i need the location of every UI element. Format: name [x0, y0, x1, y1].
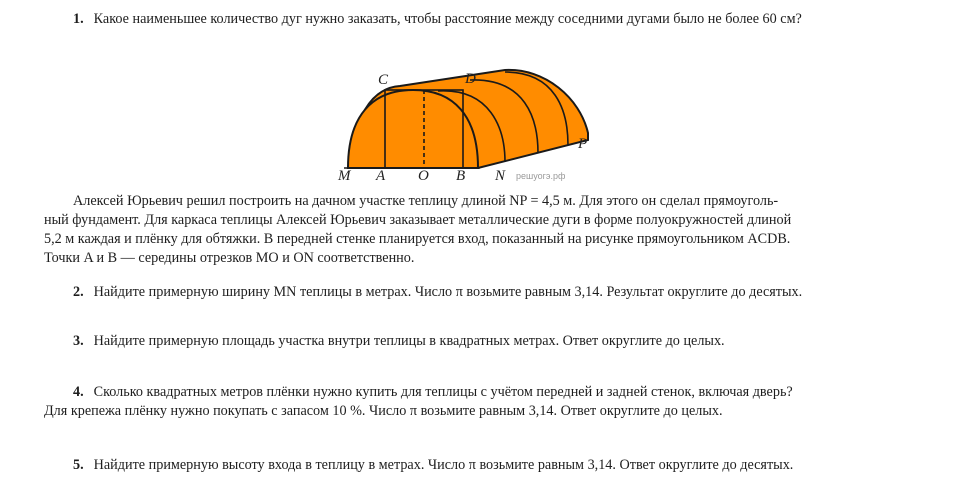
label-D: D	[465, 71, 476, 87]
question-text: Найдите примерную площадь участка внутри теплицы в квадратных метрах. Ответ округлите до целых.	[93, 333, 725, 349]
question-2	[73, 284, 802, 301]
question-4-continued	[44, 403, 723, 420]
question-text: Для крепежа плёнку нужно покупать с запасом 10 %. Число π возьмите равным 3,14. Ответ округлите до целых.	[44, 403, 723, 419]
greenhouse-figure	[330, 58, 610, 183]
intro-text: ный фундамент. Для каркаса теплицы Алексей Юрьевич заказывает металлические дуги в форме полуокружностей длиной	[44, 212, 792, 228]
question-number: 1.	[73, 11, 84, 27]
label-N: N	[495, 168, 506, 183]
label-P: P	[578, 136, 588, 152]
question-text: Какое наименьшее количество дуг нужно заказать, чтобы расстояние между соседними дугами было не более 60 см?	[93, 11, 802, 27]
intro-line-2	[44, 212, 791, 229]
question-5	[73, 457, 793, 474]
label-O: O	[418, 168, 429, 183]
question-text: Сколько квадратных метров плёнки нужно купить для теплицы с учётом передней и задней стенок, включая дверь?	[93, 384, 793, 400]
intro-text: 5,2 м каждая и плёнку для обтяжки. В передней стенке планируется вход, показанный на рисунке прямоугольником ACDB.	[44, 231, 791, 247]
question-number: 5.	[73, 457, 84, 473]
label-C: C	[378, 72, 389, 88]
question-number: 2.	[73, 284, 84, 300]
question-4	[73, 384, 793, 401]
question-number: 4.	[73, 384, 84, 400]
intro-line-1	[73, 193, 778, 210]
label-M: M	[338, 168, 351, 183]
question-text: Найдите примерную высоту входа в теплицу в метрах. Число π возьмите равным 3,14. Ответ округлите до десятых.	[93, 457, 794, 473]
label-A: A	[376, 168, 386, 183]
intro-line-4	[44, 250, 414, 267]
question-3	[73, 333, 725, 350]
label-B: B	[456, 168, 466, 183]
intro-text: Алексей Юрьевич решил построить на дачном участке теплицу длиной NP = 4,5 м. Для этого он сделал прямоуголь-	[73, 193, 779, 209]
question-1	[73, 11, 802, 28]
question-text: Найдите примерную ширину MN теплицы в метрах. Число π возьмите равным 3,14. Результат округлите до десятых.	[93, 284, 803, 300]
intro-line-3	[44, 231, 790, 248]
watermark: решуогэ.рф	[516, 171, 566, 181]
question-number: 3.	[73, 333, 84, 349]
intro-text: Точки A и B — середины отрезков MO и ON соответственно.	[44, 250, 415, 266]
